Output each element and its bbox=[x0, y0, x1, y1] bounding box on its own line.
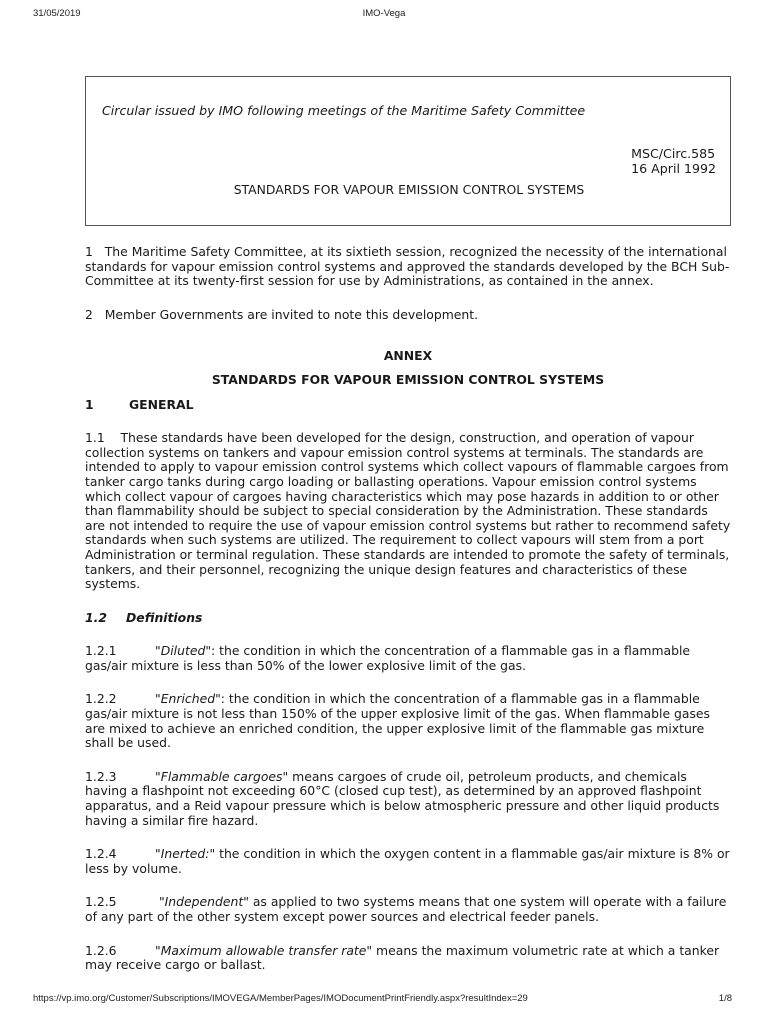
document-body bbox=[85, 76, 731, 973]
ref-date: 16 April 1992 bbox=[631, 161, 716, 176]
section-heading-general: 1 GENERAL bbox=[85, 396, 194, 412]
annex-title: STANDARDS FOR VAPOUR EMISSION CONTROL SYSTEMS bbox=[211, 371, 605, 387]
print-url: https://vp.imo.org/Customer/Subscriptions/IMOVEGA/MemberPages/IMODocumentPrintFriendly.aspx?resultIndex=29 bbox=[33, 993, 528, 1004]
section-heading-definitions: 1.2 Definitions bbox=[85, 609, 203, 625]
definition-item: 1.2.3 "Flammable cargoes" means cargoes of crude oil, petroleum products, and chemicals having a flashpoint not exceeding 60°C (closed cup test), as determined by an approved flashpoint apparatus, and a Reid vapour pressure which is below atmospheric pressure and other liquid products having a similar fire hazard. bbox=[85, 768, 720, 828]
reference-block bbox=[631, 146, 716, 176]
page-number: 1/8 bbox=[718, 993, 732, 1004]
paragraph-1-1: 1.1 These standards have been developed for the design, construction, and operation of vapour collection systems on tankers and vapour emission control systems at terminals. The standards are intended to apply to vapour emission control systems which collect vapours of flammable cargoes from tanker cargo tanks during cargo loading or ballasting operations. Vapour emission control systems which collect vapour of cargoes having characteristics which may pose hazards in addition to or other than flammability should be subject to special consideration by the Administration. These standards are not intended to require the use of vapour emission control systems but rather to recommend safety standards when such systems are utilized. The requirement to collect vapours will stem from a port Administration or terminal regulation. These standards are intended to promote the safety of terminals, tankers, and their personnel, recognizing the unique design features and characteristics of these systems. bbox=[85, 430, 731, 592]
print-date: 31/05/2019 bbox=[33, 8, 81, 19]
definition-item: 1.2.6 "Maximum allowable transfer rate" means the maximum volumetric rate at which a tanker may receive cargo or ballast. bbox=[85, 942, 720, 973]
definition-item: 1.2.4 "Inerted:" the condition in which the oxygen content in a flammable gas/air mixture is 8% or less by volume. bbox=[85, 846, 730, 876]
definition-item: 1.2.5 "Independent" as applied to two systems means that one system will operate with a failure of any part of the other system except power sources and electrical feeder panels. bbox=[85, 894, 727, 924]
definition-item: 1.2.1 "Diluted": the condition in which the concentration of a flammable gas in a flammable gas/air mixture is less than 50% of the lower explosive limit of the gas. bbox=[85, 643, 691, 673]
circular-header-box bbox=[85, 76, 731, 226]
annex-label: ANNEX bbox=[383, 348, 433, 364]
intro-paragraph-1: 1 The Maritime Safety Committee, at its sixtieth session, recognized the necessity of the international standards for vapour emission control systems and approved the standards developed by the BCH Sub-Committee at its twenty-first session for use by Administrations, as contained in the annex. bbox=[85, 244, 730, 289]
print-title: IMO-Vega bbox=[362, 8, 406, 19]
circular-line: Circular issued by IMO following meetings of the Maritime Safety Committee bbox=[102, 103, 586, 118]
box-title: STANDARDS FOR VAPOUR EMISSION CONTROL SYSTEMS bbox=[233, 182, 585, 197]
print-footer bbox=[0, 993, 768, 1013]
intro-paragraph-2: 2 Member Governments are invited to note this development. bbox=[85, 306, 479, 322]
definition-item: 1.2.2 "Enriched": the condition in which the concentration of a flammable gas in a flammable gas/air mixture is not less than 150% of the upper explosive limit of the gas. When flammable gases are mixed to achieve an enriched condition, the upper explosive limit of the flammable gas mixture shall be used. bbox=[85, 691, 711, 751]
print-header bbox=[0, 0, 768, 20]
ref-number: MSC/Circ.585 bbox=[631, 146, 716, 161]
